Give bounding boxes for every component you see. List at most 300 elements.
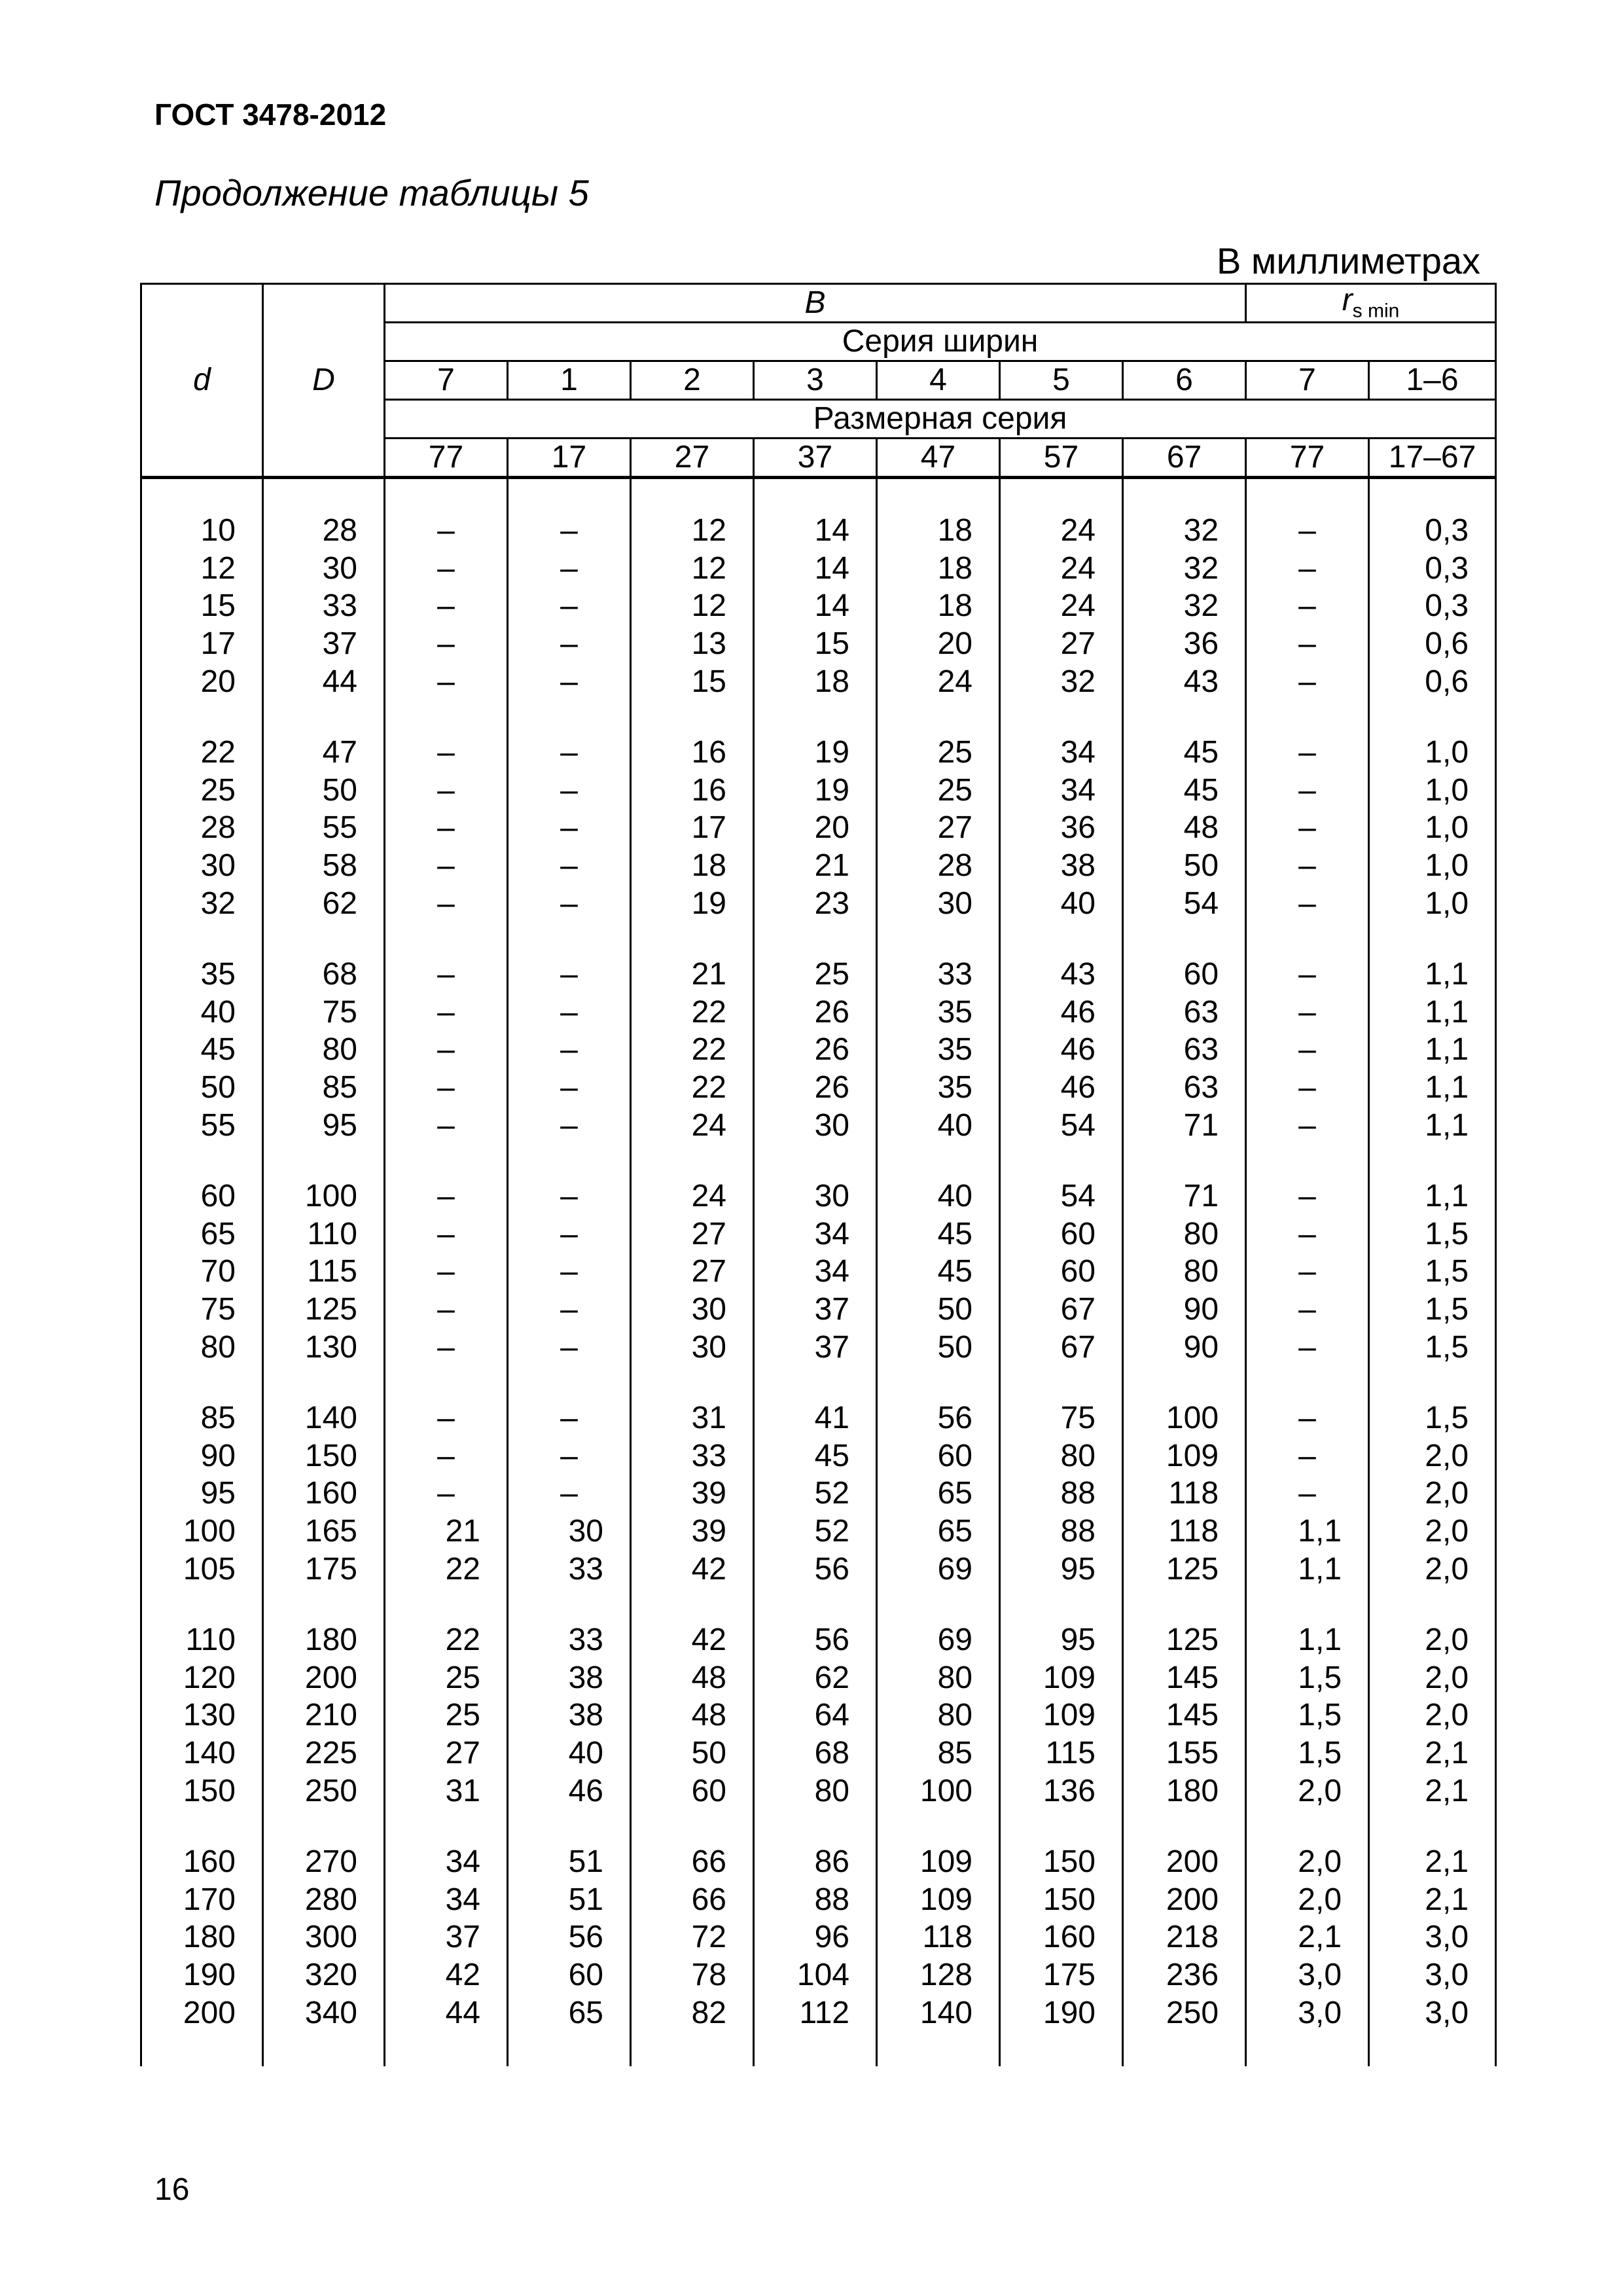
table-cell: 85 — [877, 1734, 1000, 1772]
table-cell: 30 — [754, 1107, 877, 1145]
table-cell: 24 — [631, 1107, 754, 1145]
table-cell: 51 — [508, 1843, 631, 1881]
table-cell: 2,0 — [1246, 1843, 1369, 1881]
table-cell: – — [1246, 625, 1369, 663]
table-cell: 80 — [877, 1697, 1000, 1735]
table-cell: 75 — [141, 1291, 263, 1329]
width-series-label: Серия ширин — [385, 323, 1496, 361]
table-cell: 140 — [141, 1734, 263, 1772]
table-cell: 40 — [877, 1177, 1000, 1215]
table-cell: – — [385, 1215, 508, 1253]
table-cell: 25 — [877, 772, 1000, 810]
table-cell: 45 — [877, 1253, 1000, 1291]
table-cell: 82 — [631, 1994, 754, 2032]
header-B: B — [385, 284, 1246, 323]
table-cell: – — [1246, 512, 1369, 550]
header-r-s-min: $r_{s min}$ — [1246, 284, 1496, 323]
table-row — [141, 956, 1496, 994]
table-cell: 62 — [263, 885, 385, 923]
table-cell: 2,1 — [1246, 1919, 1369, 1957]
table-cell: – — [508, 885, 631, 923]
table-cell: 95 — [141, 1475, 263, 1513]
table-cell: 210 — [263, 1697, 385, 1735]
table-cell: 80 — [754, 1772, 877, 1810]
table-cell: 65 — [141, 1215, 263, 1253]
table-cell: 67 — [1000, 1291, 1123, 1329]
table-cell: – — [1246, 1107, 1369, 1145]
dimension-series-cell: 47 — [877, 439, 1000, 478]
table-cell: – — [1246, 663, 1369, 701]
table-cell: 85 — [263, 1069, 385, 1107]
table-cell: – — [508, 663, 631, 701]
table-cell: 0,3 — [1369, 550, 1496, 588]
table-cell: – — [508, 956, 631, 994]
width-series-cell: 6 — [1123, 361, 1246, 400]
table-cell: 280 — [263, 1881, 385, 1919]
table-cell: – — [385, 1177, 508, 1215]
table-cell: – — [508, 1177, 631, 1215]
table-row — [141, 1621, 1496, 1659]
table-cell: 65 — [508, 1994, 631, 2032]
table-cell: 18 — [754, 663, 877, 701]
table-cell: 88 — [1000, 1475, 1123, 1513]
table-cell: 50 — [141, 1069, 263, 1107]
table-cell: 45 — [141, 1031, 263, 1069]
table-cell: 37 — [754, 1329, 877, 1367]
table-cell: 35 — [141, 956, 263, 994]
table-cell: 19 — [631, 885, 754, 923]
table-cell: 19 — [754, 772, 877, 810]
table-cell: 0,6 — [1369, 663, 1496, 701]
dimension-series-cell: 57 — [1000, 439, 1123, 478]
table-cell: – — [1246, 1215, 1369, 1253]
table-cell: 33 — [508, 1621, 631, 1659]
table-cell: 25 — [385, 1697, 508, 1735]
table-cell: 25 — [754, 956, 877, 994]
width-series-cell: 3 — [754, 361, 877, 400]
table-row — [141, 1177, 1496, 1215]
table-cell: – — [385, 1399, 508, 1437]
table-cell: 200 — [1123, 1843, 1246, 1881]
table-row — [141, 1994, 1496, 2032]
table-cell: 22 — [141, 734, 263, 772]
table-cell: 40 — [141, 994, 263, 1031]
table-cell: 65 — [877, 1475, 1000, 1513]
header-D: D — [263, 284, 385, 478]
table-cell: 56 — [877, 1399, 1000, 1437]
table-cell: – — [385, 1291, 508, 1329]
table-cell: 28 — [877, 847, 1000, 885]
table-cell: 35 — [877, 994, 1000, 1031]
table-cell: 58 — [263, 847, 385, 885]
table-cell: – — [385, 663, 508, 701]
table-cell: 2,1 — [1369, 1881, 1496, 1919]
table-cell: 32 — [1123, 550, 1246, 588]
table-cell: 48 — [631, 1697, 754, 1735]
table-cell: 27 — [877, 810, 1000, 848]
table-cell: 71 — [1123, 1177, 1246, 1215]
table-cell: 250 — [1123, 1994, 1246, 2032]
table-cell: 50 — [877, 1329, 1000, 1367]
table-cell: 1,5 — [1369, 1215, 1496, 1253]
table-cell: 32 — [1123, 512, 1246, 550]
table-cell: – — [385, 550, 508, 588]
table-row — [141, 1069, 1496, 1107]
table-row — [141, 625, 1496, 663]
table-cell: 56 — [754, 1621, 877, 1659]
table-row — [141, 1734, 1496, 1772]
table-cell: 136 — [1000, 1772, 1123, 1810]
table-cell: 22 — [631, 994, 754, 1031]
table-cell: 60 — [141, 1177, 263, 1215]
table-cell: – — [508, 1215, 631, 1253]
table-cell: 72 — [631, 1919, 754, 1957]
table-cell: 3,0 — [1246, 1956, 1369, 1994]
table-cell: 27 — [631, 1253, 754, 1291]
table-cell: 175 — [1000, 1956, 1123, 1994]
table-cell: 340 — [263, 1994, 385, 2032]
table-cell: 200 — [1123, 1881, 1246, 1919]
table-cell: 45 — [754, 1437, 877, 1475]
table-cell: 109 — [877, 1843, 1000, 1881]
table-cell: 12 — [631, 550, 754, 588]
table-cell: 75 — [263, 994, 385, 1031]
dimension-series-cell: 37 — [754, 439, 877, 478]
table-cell: 80 — [1123, 1215, 1246, 1253]
table-cell: 140 — [263, 1399, 385, 1437]
table-cell: – — [508, 1291, 631, 1329]
table-cell: 48 — [1123, 810, 1246, 848]
table-cell: – — [1246, 1399, 1369, 1437]
table-cell: 3,0 — [1246, 1994, 1369, 2032]
table-cell: 80 — [263, 1031, 385, 1069]
table-cell: 200 — [263, 1659, 385, 1697]
table-cell: 31 — [631, 1399, 754, 1437]
table-cell: 34 — [754, 1215, 877, 1253]
table-cell: 30 — [263, 550, 385, 588]
table-cell: 36 — [1123, 625, 1246, 663]
table-cell: 95 — [263, 1107, 385, 1145]
table-cell: 2,1 — [1369, 1772, 1496, 1810]
group-spacer — [141, 923, 1496, 956]
table-cell: 100 — [1123, 1399, 1246, 1437]
table-cell: 56 — [508, 1919, 631, 1957]
table-cell: 34 — [1000, 772, 1123, 810]
table-cell: 109 — [877, 1881, 1000, 1919]
table-cell: 1,5 — [1369, 1399, 1496, 1437]
table-cell: 140 — [877, 1994, 1000, 2032]
table-cell: 22 — [385, 1621, 508, 1659]
table-cell: 1,0 — [1369, 810, 1496, 848]
table-cell: 18 — [877, 550, 1000, 588]
table-cell: 110 — [141, 1621, 263, 1659]
table-cell: – — [1246, 550, 1369, 588]
table-cell: 320 — [263, 1956, 385, 1994]
table-cell: – — [508, 1475, 631, 1513]
table-cell: 15 — [141, 588, 263, 626]
table-cell: 0,3 — [1369, 588, 1496, 626]
table-cell: 70 — [141, 1253, 263, 1291]
table-cell: – — [508, 1107, 631, 1145]
table-cell: 1,0 — [1369, 847, 1496, 885]
table-cell: – — [385, 847, 508, 885]
table-cell: 0,3 — [1369, 512, 1496, 550]
table-cell: – — [508, 734, 631, 772]
table-cell: 32 — [1000, 663, 1123, 701]
dimension-series-cell: 77 — [385, 439, 508, 478]
table-cell: 60 — [1000, 1253, 1123, 1291]
table-cell: 2,0 — [1369, 1659, 1496, 1697]
table-cell: 3,0 — [1369, 1994, 1496, 2032]
table-cell: 52 — [754, 1513, 877, 1551]
table-cell: 20 — [141, 663, 263, 701]
table-cell: 160 — [141, 1843, 263, 1881]
table-cell: 41 — [754, 1399, 877, 1437]
table-cell: – — [508, 810, 631, 848]
table-cell: – — [1246, 1253, 1369, 1291]
table-row — [141, 512, 1496, 550]
table-cell: 30 — [631, 1291, 754, 1329]
table-cell: – — [1246, 1031, 1369, 1069]
table-cell: – — [1246, 1329, 1369, 1367]
table-cell: 18 — [877, 512, 1000, 550]
table-row — [141, 1437, 1496, 1475]
bearing-dimensions-table — [140, 283, 1497, 2066]
table-cell: 175 — [263, 1551, 385, 1588]
table-cell: 42 — [631, 1551, 754, 1588]
table-cell: 190 — [1000, 1994, 1123, 2032]
table-cell: 1,5 — [1369, 1253, 1496, 1291]
table-cell: 2,1 — [1369, 1843, 1496, 1881]
table-cell: – — [385, 1475, 508, 1513]
table-cell: – — [1246, 1177, 1369, 1215]
table-cell: 90 — [141, 1437, 263, 1475]
table-cell: 250 — [263, 1772, 385, 1810]
table-cell: 104 — [754, 1956, 877, 1994]
table-row — [141, 1215, 1496, 1253]
width-series-cell: 1–6 — [1369, 361, 1496, 400]
table-cell: 115 — [263, 1253, 385, 1291]
table-cell: 88 — [1000, 1513, 1123, 1551]
table-cell: 118 — [877, 1919, 1000, 1957]
dimension-series-cell: 17–67 — [1369, 439, 1496, 478]
table-cell: – — [508, 1329, 631, 1367]
table-cell: 38 — [1000, 847, 1123, 885]
table-cell: 30 — [877, 885, 1000, 923]
table-cell: 22 — [631, 1069, 754, 1107]
table-cell: 44 — [263, 663, 385, 701]
table-cell: 35 — [877, 1031, 1000, 1069]
table-cell: 66 — [631, 1881, 754, 1919]
table-cell: 10 — [141, 512, 263, 550]
table-cell: 1,0 — [1369, 734, 1496, 772]
table-cell: 3,0 — [1369, 1919, 1496, 1957]
table-cell: 2,0 — [1369, 1437, 1496, 1475]
table-cell: 155 — [1123, 1734, 1246, 1772]
table-cell: – — [508, 994, 631, 1031]
dimension-series-cell: 27 — [631, 439, 754, 478]
table-cell: 12 — [141, 550, 263, 588]
table-row — [141, 885, 1496, 923]
table-cell: 80 — [1123, 1253, 1246, 1291]
table-row — [141, 1031, 1496, 1069]
table-cell: 2,1 — [1369, 1734, 1496, 1772]
table-row — [141, 734, 1496, 772]
table-cell: 80 — [141, 1329, 263, 1367]
table-cell: 24 — [631, 1177, 754, 1215]
table-cell: 30 — [754, 1177, 877, 1215]
table-cell: – — [385, 1107, 508, 1145]
table-row — [141, 1475, 1496, 1513]
page-number: 16 — [154, 2172, 190, 2207]
table-cell: 68 — [263, 956, 385, 994]
table-cell: 128 — [877, 1956, 1000, 1994]
table-cell: 85 — [141, 1399, 263, 1437]
table-cell: 27 — [631, 1215, 754, 1253]
table-cell: 35 — [877, 1069, 1000, 1107]
table-cell: 12 — [631, 512, 754, 550]
table-cell: 1,5 — [1369, 1291, 1496, 1329]
table-cell: 48 — [631, 1659, 754, 1697]
table-cell: – — [508, 1399, 631, 1437]
table-cell: 80 — [1000, 1437, 1123, 1475]
table-cell: – — [385, 1437, 508, 1475]
table-cell: 34 — [754, 1253, 877, 1291]
table-cell: – — [508, 847, 631, 885]
table-cell: 33 — [263, 588, 385, 626]
table-cell: – — [508, 625, 631, 663]
table-cell: 50 — [631, 1734, 754, 1772]
table-cell: 160 — [263, 1475, 385, 1513]
table-row — [141, 1551, 1496, 1588]
table-cell: 60 — [1123, 956, 1246, 994]
table-cell: 71 — [1123, 1107, 1246, 1145]
table-cell: 86 — [754, 1843, 877, 1881]
table-row — [141, 772, 1496, 810]
table-row — [141, 1513, 1496, 1551]
table-cell: 64 — [754, 1697, 877, 1735]
table-cell: – — [508, 1253, 631, 1291]
table-cell: 190 — [141, 1956, 263, 1994]
table-cell: 17 — [141, 625, 263, 663]
table-cell: 42 — [631, 1621, 754, 1659]
table-cell: 33 — [631, 1437, 754, 1475]
table-cell: 2,0 — [1246, 1772, 1369, 1810]
table-cell: 55 — [263, 810, 385, 848]
table-cell: 200 — [141, 1994, 263, 2032]
table-cell: – — [385, 956, 508, 994]
table-cell: 40 — [877, 1107, 1000, 1145]
table-cell: 26 — [754, 994, 877, 1031]
table-cell: 23 — [754, 885, 877, 923]
table-cell: 54 — [1123, 885, 1246, 923]
table-cell: 55 — [141, 1107, 263, 1145]
table-cell: – — [385, 512, 508, 550]
table-cell: 32 — [1123, 588, 1246, 626]
table-cell: 68 — [754, 1734, 877, 1772]
table-cell: 54 — [1000, 1107, 1123, 1145]
table-cell: 130 — [141, 1697, 263, 1735]
table-cell: 180 — [1123, 1772, 1246, 1810]
table-cell: 26 — [754, 1069, 877, 1107]
width-series-cell: 7 — [385, 361, 508, 400]
table-cell: 1,1 — [1369, 1107, 1496, 1145]
table-cell: 46 — [508, 1772, 631, 1810]
table-cell: 69 — [877, 1551, 1000, 1588]
table-cell: 1,0 — [1369, 885, 1496, 923]
table-cell: – — [1246, 994, 1369, 1031]
table-cell: 34 — [385, 1881, 508, 1919]
table-cell: 40 — [1000, 885, 1123, 923]
table-cell: – — [385, 625, 508, 663]
table-cell: 65 — [877, 1513, 1000, 1551]
table-cell: 24 — [1000, 512, 1123, 550]
table-cell: 43 — [1000, 956, 1123, 994]
table-cell: – — [1246, 1437, 1369, 1475]
table-cell: 100 — [263, 1177, 385, 1215]
width-series-cell: 4 — [877, 361, 1000, 400]
table-row — [141, 1399, 1496, 1437]
table-cell: 40 — [508, 1734, 631, 1772]
table-cell: – — [1246, 1069, 1369, 1107]
table-cell: 15 — [631, 663, 754, 701]
table-row — [141, 1291, 1496, 1329]
table-cell: 19 — [754, 734, 877, 772]
table-cell: 1,1 — [1369, 994, 1496, 1031]
table-cell: 31 — [385, 1772, 508, 1810]
table-cell: 1,1 — [1369, 1177, 1496, 1215]
table-cell: 270 — [263, 1843, 385, 1881]
table-cell: 165 — [263, 1513, 385, 1551]
group-spacer — [141, 2032, 1496, 2066]
table-cell: 150 — [1000, 1843, 1123, 1881]
table-cell: – — [1246, 1475, 1369, 1513]
table-cell: 46 — [1000, 1069, 1123, 1107]
table-cell: – — [1246, 772, 1369, 810]
table-cell: 180 — [141, 1919, 263, 1957]
table-row — [141, 1843, 1496, 1881]
group-spacer — [141, 1145, 1496, 1177]
table-cell: 56 — [754, 1551, 877, 1588]
table-cell: 180 — [263, 1621, 385, 1659]
table-row — [141, 1919, 1496, 1957]
table-cell: 46 — [1000, 1031, 1123, 1069]
table-cell: 21 — [754, 847, 877, 885]
table-cell: – — [1246, 810, 1369, 848]
table-cell: – — [385, 1031, 508, 1069]
table-row — [141, 1881, 1496, 1919]
table-cell: 67 — [1000, 1329, 1123, 1367]
table-cell: 109 — [1000, 1659, 1123, 1697]
table-cell: – — [508, 1031, 631, 1069]
table-cell: 38 — [508, 1697, 631, 1735]
dimension-series-label: Размерная серия — [385, 400, 1496, 439]
table-cell: 109 — [1123, 1437, 1246, 1475]
table-cell: 125 — [1123, 1551, 1246, 1588]
table-cell: 18 — [877, 588, 1000, 626]
table-cell: 145 — [1123, 1659, 1246, 1697]
table-cell: – — [385, 734, 508, 772]
width-series-cell: 5 — [1000, 361, 1123, 400]
table-cell: – — [1246, 734, 1369, 772]
table-cell: 63 — [1123, 994, 1246, 1031]
table-cell: 14 — [754, 512, 877, 550]
table-cell: 22 — [631, 1031, 754, 1069]
group-spacer — [141, 1588, 1496, 1621]
table-cell: 60 — [1000, 1215, 1123, 1253]
table-cell: – — [385, 1329, 508, 1367]
table-cell: 0,6 — [1369, 625, 1496, 663]
